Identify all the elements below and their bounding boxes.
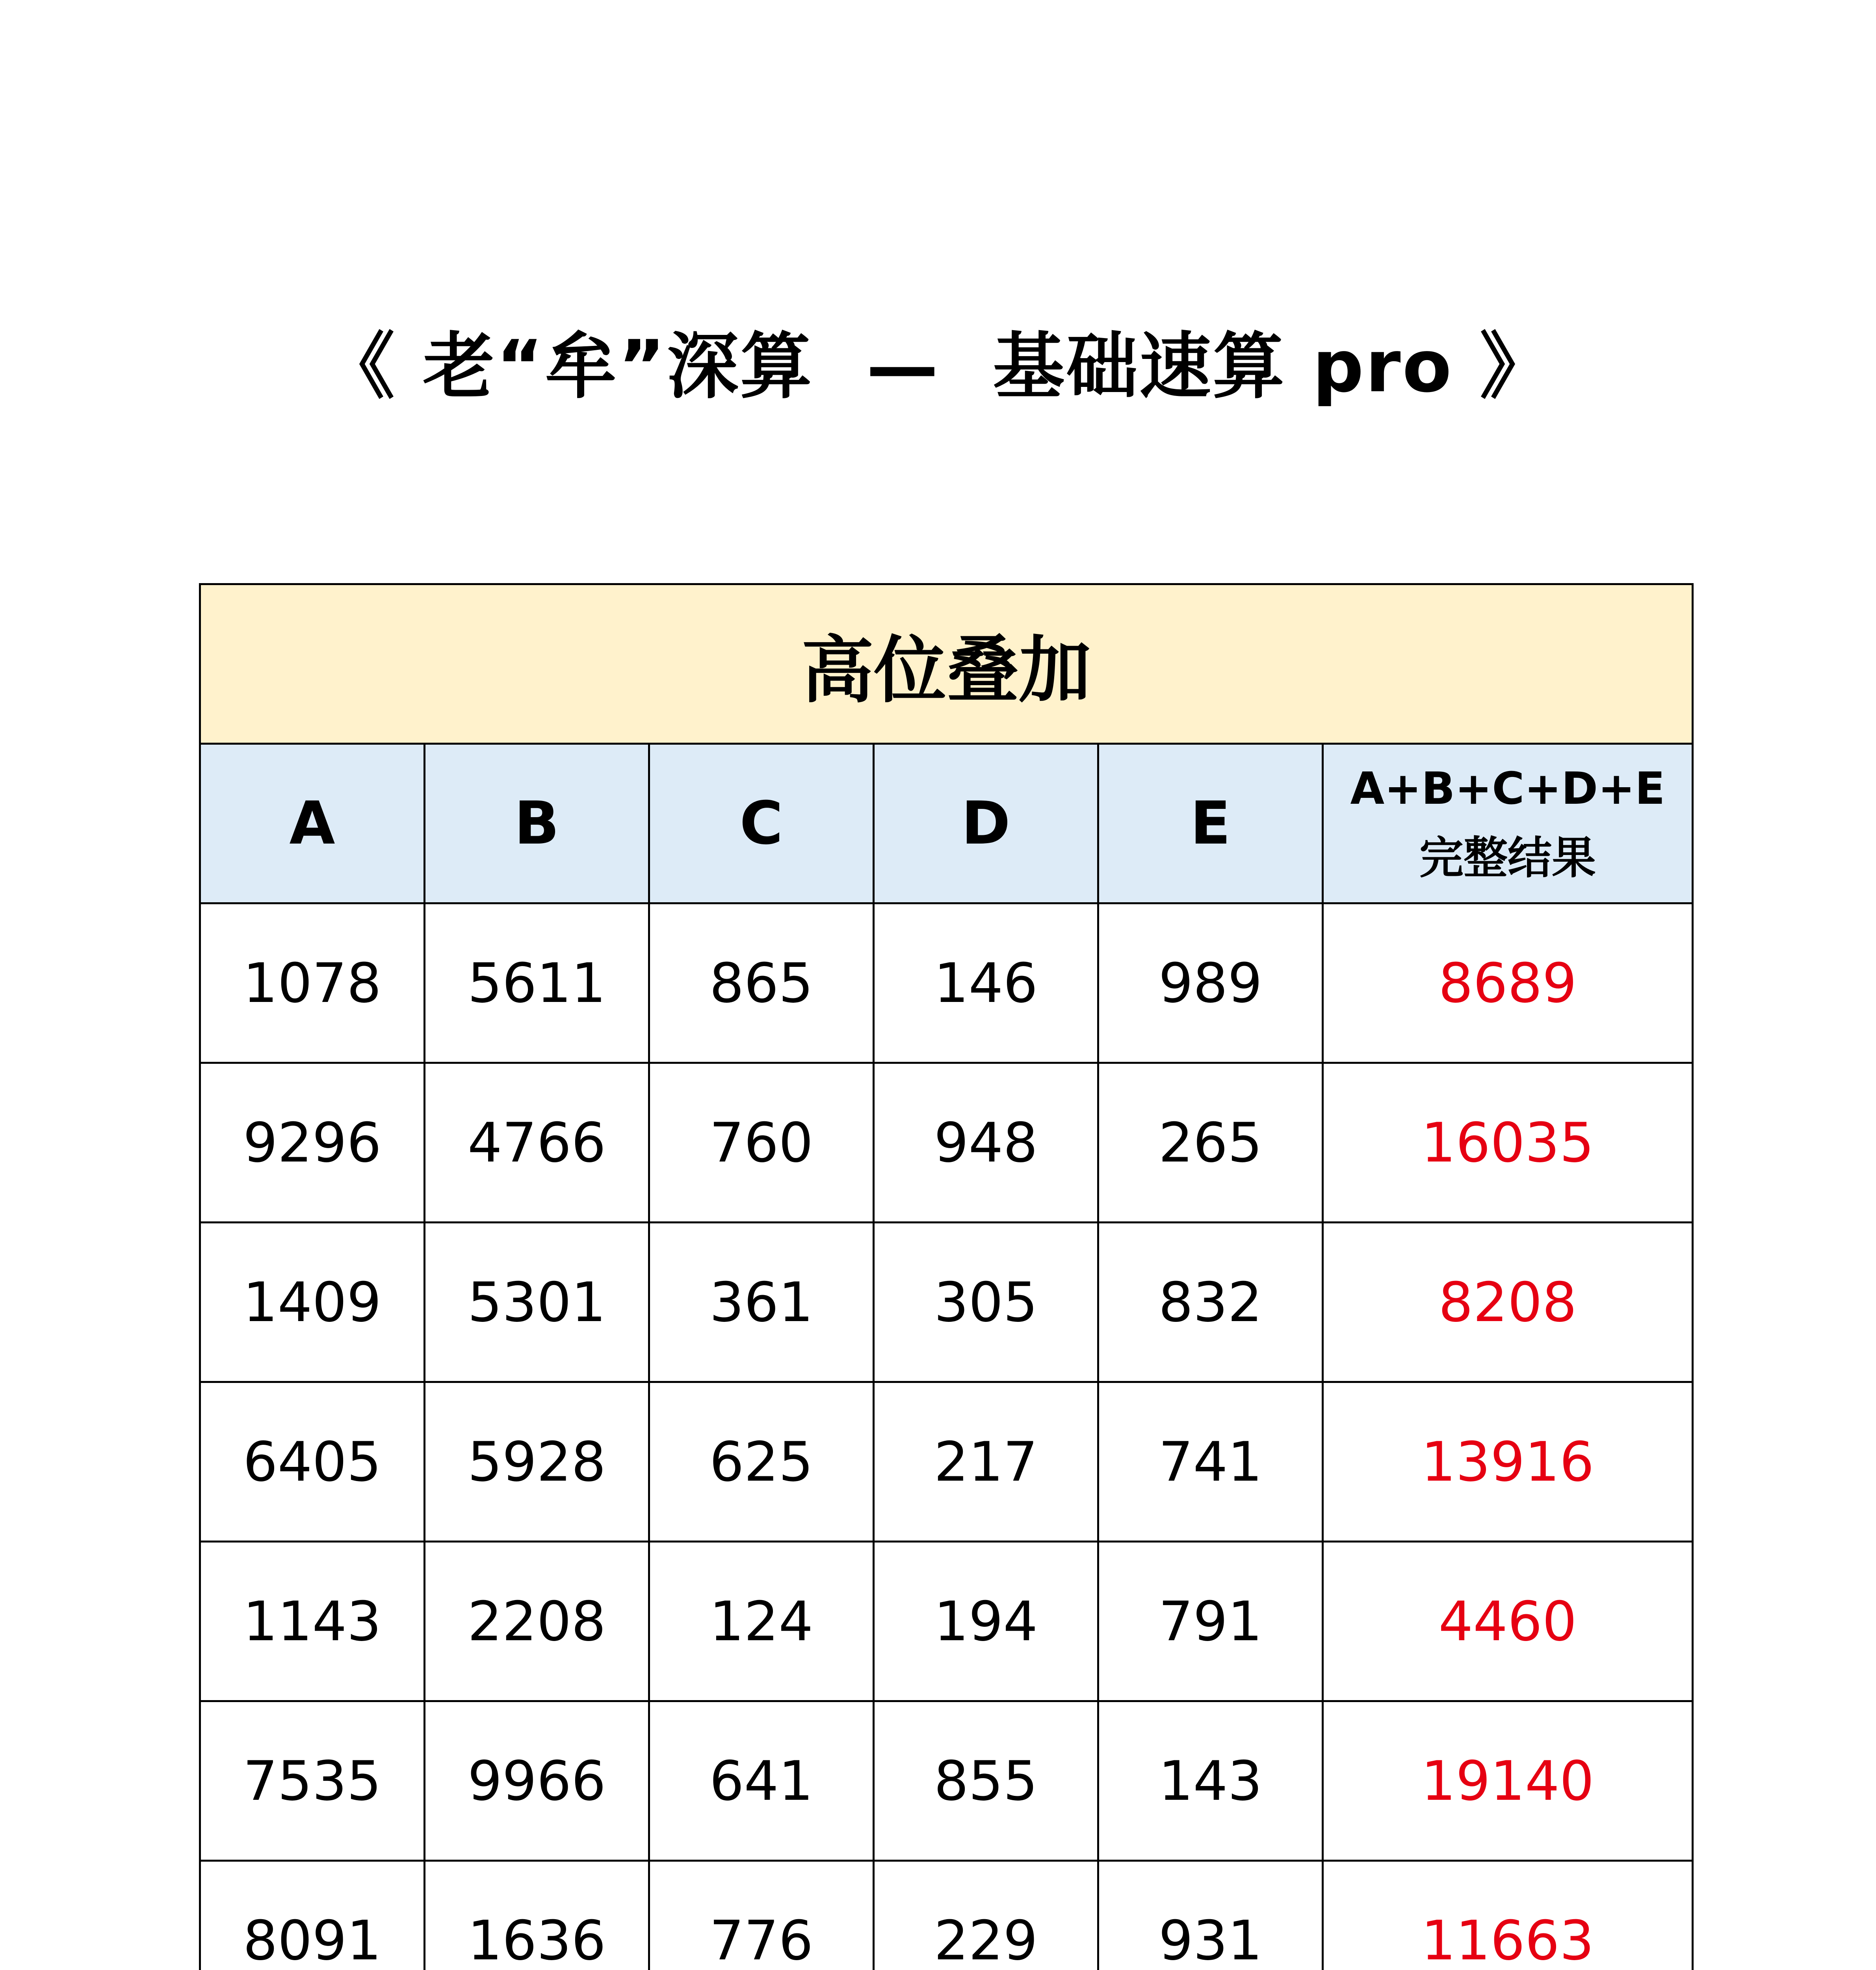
column-header-row: [200, 744, 1693, 903]
table-row: [200, 1223, 1693, 1382]
column-header-a: A: [200, 744, 425, 903]
cell-b: 9966: [425, 1701, 649, 1861]
cell-a: 8091: [200, 1861, 425, 1970]
cell-c: 124: [649, 1542, 874, 1701]
cell-d: 146: [874, 903, 1098, 1063]
cell-e: 265: [1098, 1063, 1323, 1223]
cell-a: 1078: [200, 903, 425, 1063]
cell-b: 5928: [425, 1382, 649, 1542]
cell-c: 760: [649, 1063, 874, 1223]
cell-e: 143: [1098, 1701, 1323, 1861]
addition-table: [199, 583, 1694, 1970]
sum-result-label: 完整结果: [1419, 833, 1596, 884]
cell-a: 1409: [200, 1223, 425, 1382]
cell-e: 832: [1098, 1223, 1323, 1382]
cell-b: 2208: [425, 1542, 649, 1701]
table-row: [200, 903, 1693, 1063]
cell-b: 4766: [425, 1063, 649, 1223]
cell-c: 865: [649, 903, 874, 1063]
column-header-sum: [1323, 744, 1693, 903]
section-title-row: [200, 584, 1693, 744]
table-row: [200, 1063, 1693, 1223]
table-row: [200, 1382, 1693, 1542]
cell-a: 1143: [200, 1542, 425, 1701]
cell-d: 229: [874, 1861, 1098, 1970]
cell-a: 7535: [200, 1701, 425, 1861]
document-title: 《 老“牟”深算 — 基础速算 pro 》: [323, 325, 1553, 408]
table-row: [200, 1861, 1693, 1970]
sum-formula-label: A+B+C+D+E: [1350, 763, 1665, 814]
column-header-c: C: [649, 744, 874, 903]
cell-e: 741: [1098, 1382, 1323, 1542]
column-header-b: B: [425, 744, 649, 903]
cell-result: 19140: [1323, 1701, 1693, 1861]
table-row: [200, 1542, 1693, 1701]
cell-result: 16035: [1323, 1063, 1693, 1223]
cell-c: 625: [649, 1382, 874, 1542]
cell-a: 6405: [200, 1382, 425, 1542]
cell-d: 948: [874, 1063, 1098, 1223]
cell-d: 217: [874, 1382, 1098, 1542]
cell-result: 11663: [1323, 1861, 1693, 1970]
cell-e: 931: [1098, 1861, 1323, 1970]
column-header-d: D: [874, 744, 1098, 903]
cell-result: 8689: [1323, 903, 1693, 1063]
cell-b: 5611: [425, 903, 649, 1063]
cell-d: 194: [874, 1542, 1098, 1701]
cell-c: 361: [649, 1223, 874, 1382]
cell-a: 9296: [200, 1063, 425, 1223]
cell-b: 5301: [425, 1223, 649, 1382]
cell-d: 305: [874, 1223, 1098, 1382]
cell-d: 855: [874, 1701, 1098, 1861]
cell-c: 641: [649, 1701, 874, 1861]
section-title: 高位叠加: [200, 584, 1693, 744]
cell-result: 4460: [1323, 1542, 1693, 1701]
cell-e: 791: [1098, 1542, 1323, 1701]
cell-c: 776: [649, 1861, 874, 1970]
column-header-e: E: [1098, 744, 1323, 903]
table-row: [200, 1701, 1693, 1861]
cell-result: 8208: [1323, 1223, 1693, 1382]
cell-b: 1636: [425, 1861, 649, 1970]
cell-e: 989: [1098, 903, 1323, 1063]
cell-result: 13916: [1323, 1382, 1693, 1542]
